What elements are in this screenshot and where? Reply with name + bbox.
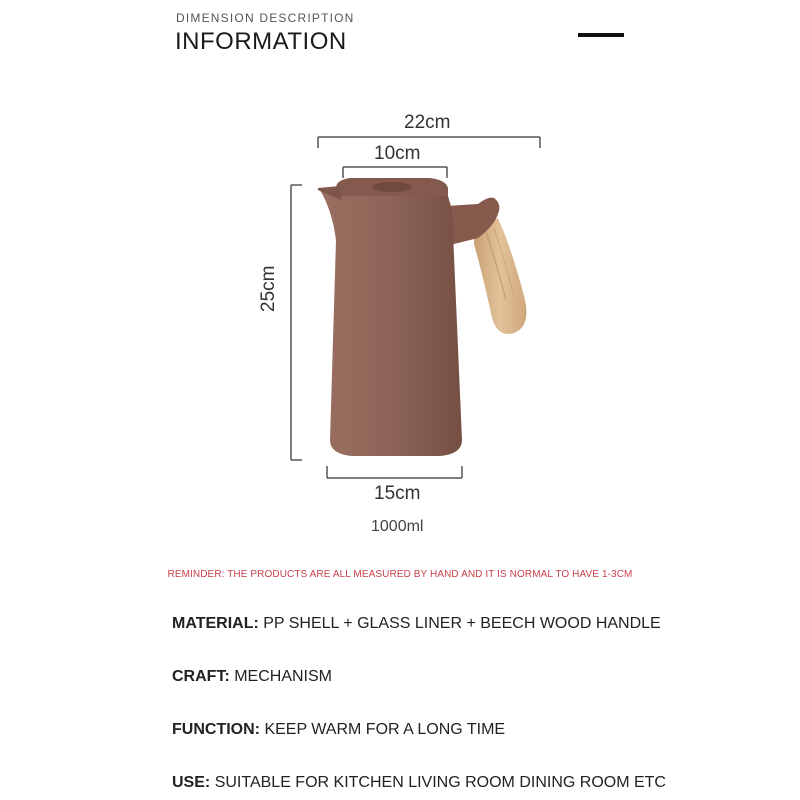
width-total-label: 22cm bbox=[404, 112, 451, 133]
kettle-body bbox=[320, 188, 462, 456]
lid-width-label: 10cm bbox=[374, 143, 421, 164]
spec-craft-key: CRAFT: bbox=[172, 668, 230, 685]
lid-button bbox=[372, 182, 412, 192]
dimension-line-22cm bbox=[318, 137, 540, 148]
spec-material-value: PP SHELL + GLASS LINER + BEECH WOOD HANDLE bbox=[263, 615, 661, 632]
spec-craft-value: MECHANISM bbox=[234, 668, 332, 685]
spec-function-key: FUNCTION: bbox=[172, 721, 260, 738]
volume-label: 1000ml bbox=[371, 518, 424, 535]
page-title: INFORMATION bbox=[175, 28, 347, 55]
base-width-label: 15cm bbox=[374, 483, 421, 504]
spec-material-key: MATERIAL: bbox=[172, 615, 259, 632]
spec-function bbox=[172, 721, 505, 739]
height-label: 25cm bbox=[258, 265, 279, 312]
beech-wood-handle bbox=[474, 218, 526, 334]
spec-use-key: USE: bbox=[172, 774, 211, 791]
reminder-text: REMINDER: THE PRODUCTS ARE ALL MEASURED BY HAND AND IT IS NORMAL TO HAVE 1-3CM bbox=[167, 569, 633, 580]
dimension-subtitle: DIMENSION DESCRIPTION bbox=[176, 11, 355, 25]
spec-use bbox=[172, 774, 666, 792]
spec-craft bbox=[172, 668, 332, 686]
dimension-line-15cm bbox=[327, 466, 462, 478]
spec-material bbox=[172, 615, 661, 633]
dimension-line-10cm bbox=[343, 167, 447, 178]
spec-use-value: SUITABLE FOR KITCHEN LIVING ROOM DINING ROOM ETC bbox=[214, 774, 666, 791]
dimension-line-25cm bbox=[291, 185, 302, 460]
spec-function-value: KEEP WARM FOR A LONG TIME bbox=[264, 721, 506, 738]
